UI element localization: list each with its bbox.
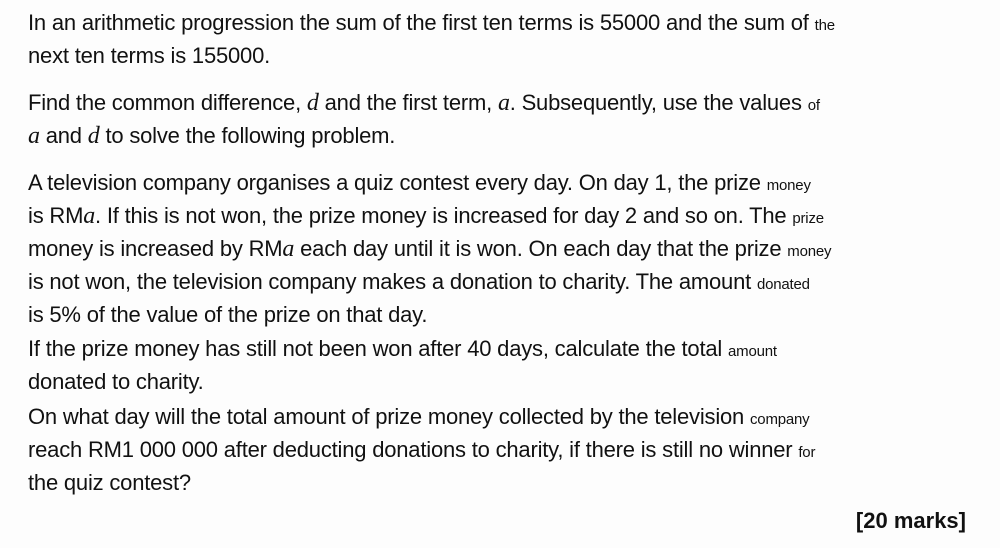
text-segment: prize [792,210,824,227]
text-segment: reach RM1 000 000 after deducting donations to charity, if there is still no winner [28,437,799,462]
text-segment: On what day will the total amount of prize money collected by the television [28,404,750,429]
text-line [28,300,970,330]
question-paragraph-2 [28,88,970,151]
text-segment: In an arithmetic progression the sum of the first ten terms is 55000 and the sum of [28,10,815,35]
text-segment: is RM [28,203,84,228]
text-line [28,168,970,201]
text-line [28,88,970,121]
text-segment: . Subsequently, use the values [509,90,808,115]
math-variable-a: a [497,90,510,116]
text-segment: and [39,123,88,148]
text-segment: money [787,243,832,260]
text-segment: donated to charity. [28,369,204,394]
text-line [28,201,970,234]
text-segment: money [766,177,811,194]
text-segment: donated [756,276,810,293]
text-segment: the [814,17,835,34]
text-segment: for [798,444,816,461]
text-line [28,402,970,435]
text-segment: money is increased by RM [28,236,283,261]
text-segment: of [807,97,820,114]
text-segment: company [750,411,810,428]
text-line [28,234,970,267]
text-line [28,8,970,41]
text-segment: is not won, the television company makes a donation to charity. The amount [28,269,757,294]
text-line [28,121,970,151]
math-variable-d: d [306,90,319,116]
text-line [28,334,970,367]
text-segment: each day until it is won. On each day that the prize [294,236,788,261]
text-line [28,41,970,71]
text-line [28,367,970,397]
math-variable-a: a [28,123,40,149]
question-paragraph-3 [28,168,970,330]
text-line [28,435,970,468]
text-segment: and the first term, [318,90,498,115]
text-line [28,468,970,498]
text-segment: to solve the following problem. [99,123,396,148]
text-line [28,267,970,300]
math-variable-d: d [87,123,100,149]
text-segment: A television company organises a quiz contest every day. On day 1, the prize [28,170,767,195]
math-variable-a: a [83,203,96,229]
text-segment: is 5% of the value of the prize on that day. [28,302,428,327]
text-segment: next ten terms is 155000. [28,43,271,68]
text-segment: . If this is not won, the prize money is increased for day 2 and so on. The [95,203,793,228]
text-segment: amount [728,343,777,360]
text-segment: If the prize money has still not been won after 40 days, calculate the total [28,336,729,361]
question-paragraph-4 [28,334,970,397]
question-paragraph-5 [28,402,970,498]
text-segment: the quiz contest? [28,470,191,495]
math-variable-a: a [282,236,295,262]
marks-label: [20 marks] [855,508,966,533]
text-segment: Find the common difference, [28,90,307,115]
question-paragraph-1 [28,8,970,71]
